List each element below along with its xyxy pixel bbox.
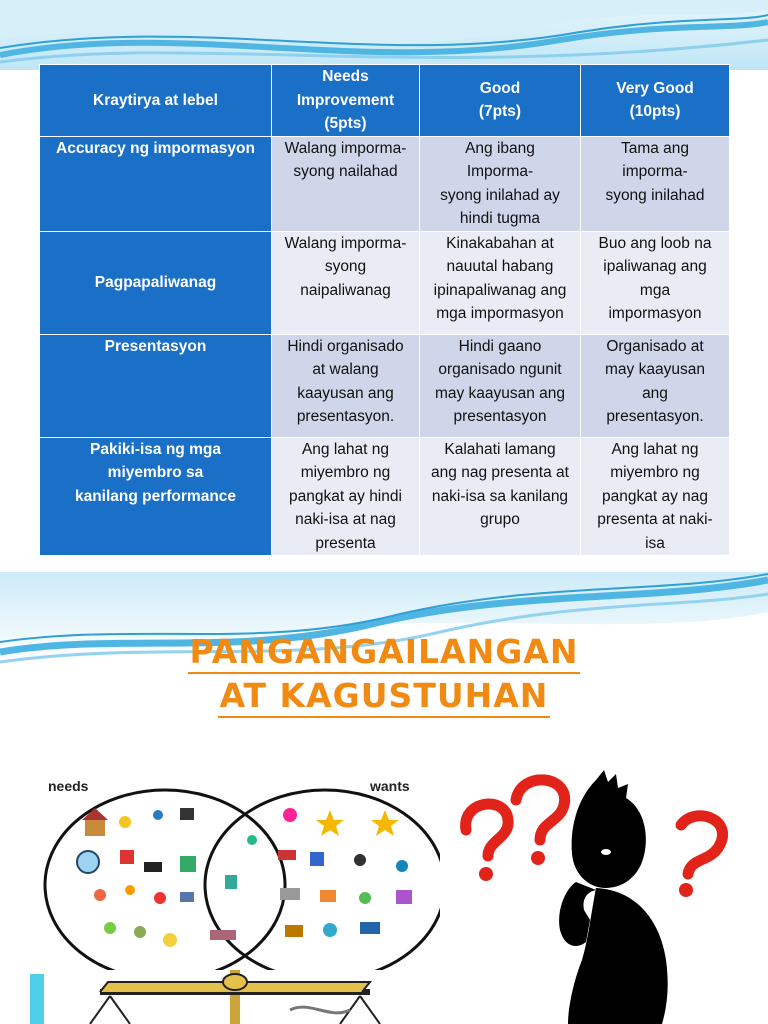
cell-accuracy-needs: Walang imporma- syong nailahad — [272, 136, 420, 231]
cell-pagpapaliwanag-verygood: Buo ang loob na ipaliwanag ang mga impormasyon — [581, 231, 730, 334]
cell-pagpapaliwanag-needs: Walang imporma- syong naipaliwanag — [272, 231, 420, 334]
header-criteria: Kraytirya at lebel — [40, 65, 272, 137]
balance-scale-icon — [30, 970, 450, 1024]
criterion-pakikiisa: Pakiki-isa ng mga miyembro sa kanilang performance — [40, 437, 272, 556]
venn-diagram — [40, 770, 440, 970]
cell-pakikiisa-good: Kalahati lamang ang nag presenta at naki-isa sa kanilang grupo — [420, 437, 581, 556]
header-good: Good (7pts) — [420, 65, 581, 137]
cell-accuracy-verygood: Tama ang imporma- syong inilahad — [581, 136, 730, 231]
rubric-header-row — [40, 65, 730, 137]
cell-presentasyon-good: Hindi gaano organisado ngunit may kaayusan ang presentasyon — [420, 334, 581, 437]
cell-presentasyon-needs: Hindi organisado at walang kaayusan ang presentasyon. — [272, 334, 420, 437]
header-needs-improvement: Needs Improvement (5pts) — [272, 65, 420, 137]
rubric-row-accuracy — [40, 136, 730, 231]
top-wave-decoration — [0, 0, 768, 70]
cell-pakikiisa-verygood: Ang lahat ng miyembro ng pangkat ay nag presenta at naki- isa — [581, 437, 730, 556]
venn-needs-label: needs — [48, 778, 89, 794]
cell-presentasyon-verygood: Organisado at may kaayusan ang presentasyon. — [581, 334, 730, 437]
rubric-row-pakikiisa — [40, 437, 730, 556]
cell-accuracy-good: Ang ibang Imporma- syong inilahad ay hindi tugma — [420, 136, 581, 231]
criterion-accuracy: Accuracy ng impormasyon — [40, 136, 272, 231]
venn-wants-label: wants — [370, 778, 410, 794]
criterion-pagpapaliwanag: Pagpapaliwanag — [40, 231, 272, 334]
criterion-presentasyon: Presentasyon — [40, 334, 272, 437]
rubric-table — [39, 64, 730, 556]
cell-pagpapaliwanag-good: Kinakabahan at nauutal habang ipinapaliwanag ang mga impormasyon — [420, 231, 581, 334]
title-line-1: PANGANGAILANGAN — [0, 632, 768, 671]
rubric-row-presentasyon — [40, 334, 730, 437]
rubric-row-pagpapaliwanag — [40, 231, 730, 334]
venn-clipart-icons — [77, 808, 412, 947]
title-line-2: AT KAGUSTUHAN — [0, 676, 768, 715]
header-very-good: Very Good (10pts) — [581, 65, 730, 137]
cell-pakikiisa-needs: Ang lahat ng miyembro ng pangkat ay hindi naki-isa at nag presenta — [272, 437, 420, 556]
thinking-person-icon — [456, 770, 746, 1024]
wants-circle — [205, 790, 440, 970]
